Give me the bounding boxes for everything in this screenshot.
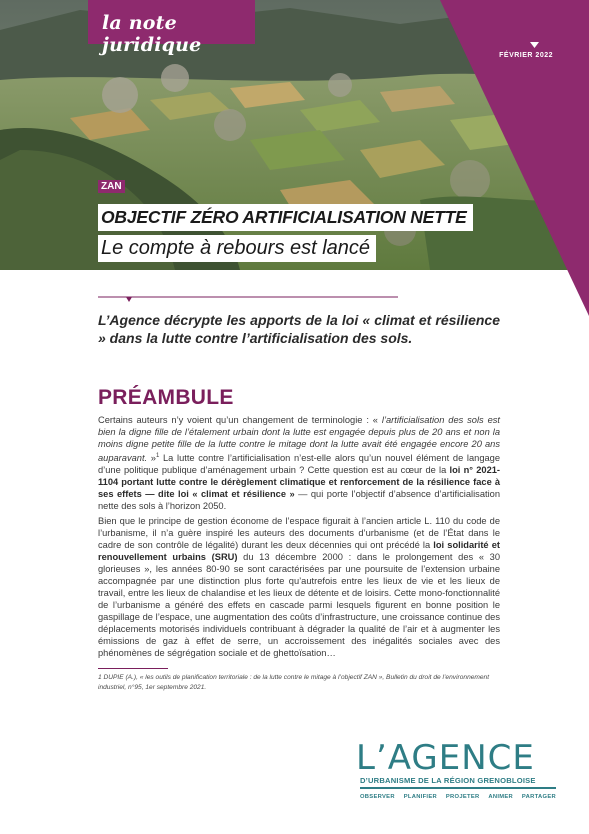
footnote-rule [98, 668, 168, 669]
p1-quote-end: » [147, 453, 156, 464]
purple-corner-band [0, 0, 589, 320]
logo-word: PROJETER [445, 794, 480, 800]
p1-quote: l’artificialisation des sols est bien la digne fille de l’étalement urbain dont la lutte est engagée depuis plus de 20 ans et non la moins digne petite fille de la lutte contre le mitage dont la lutte avait été engagée encore 20 ans auparavant. [98, 415, 500, 464]
publication-date: FÉVRIER 2022 [499, 52, 553, 59]
logo-subtitle: D’URBANISME DE LA RÉGION GRENOBLOISE [360, 776, 536, 785]
p2-end: du 13 décembre 2000 : dans le prolongement des « 30 glorieuses », les années 80-90 se sont caractérisées par une poursuite de l’extension urbaine accompagnée par une distinction plus forte qu’autrefois entre les lieux de vie et les lieux de travail, entre les lieux de chalandise et les lieux de détente et de loisirs. Cette mono-fonctionnalité de l’urbanisme a généré des effets en cascade parmi lesquels figurent en bonne position le gaspillage de l’espace, une augmentation des coûts d’infrastructure, une croissance continue des déplacements motorisés individuels contribuant à dégrader la qualité de l’air et à augmenter les émissions de gaz à effet de serre, un accroissement des inégalités sociales avec des phénomènes de ségrégation sociale et de ghettoïsation… [98, 552, 501, 658]
section-divider [98, 295, 398, 303]
section-heading: PRÉAMBULE [98, 386, 234, 409]
logo-bar [360, 787, 556, 789]
p2-start: Bien que le principe de gestion économe de l’espace figurait à l’ancien article L. 110 du code de l’urbanisme, il n’a guère inspiré les auteurs des documents d’urbanisme (et de l’État dans le cadre de son contrôle de légalité) durant les deux décennies qui ont précédé la [98, 516, 500, 550]
logo-word: OBSERVER [360, 794, 395, 800]
p1-intro: Certains auteurs n’y voient qu’un changement de terminologie : « [98, 415, 382, 425]
logo-name: L’AGENCE [356, 738, 535, 778]
footnote: 1 DUPIE (A.), « les outils de planification territoriale : de la lutte contre le mitage à l’objectif ZAN », Bulletin du droit de l’environnement industriel, n°95, 1er septembre 2021. [98, 674, 490, 691]
series-label: la note juridique [102, 12, 202, 56]
logo-word: PLANIFIER [403, 794, 437, 800]
article-title: OBJECTIF ZÉRO ARTIFICIALISATION NETTE [98, 204, 473, 231]
p2-law: loi solidarité et renouvellement urbains (SRU) [98, 540, 500, 562]
p1-mid: La lutte contre l’artificialisation n’est-elle alors qu’un nouvel élément de langage d’une politique publique d’aménagement urbain ? Cette question est au cœur de la [98, 453, 501, 476]
logo-tagline [360, 794, 556, 800]
agency-logo [356, 738, 556, 828]
paragraph-1 [98, 414, 500, 512]
article-lead: L’Agence décrypte les apports de la loi « climat et résilience » dans la lutte contre l’artificialisation des sols. [98, 312, 500, 346]
footnote-ref: 1 [155, 453, 160, 459]
paragraph-2 [98, 515, 500, 659]
p1-end: — qui porte l’objectif d’absence d’artificialisation nette des sols à l’horizon 2050. [98, 489, 500, 512]
article-subtitle: Le compte à rebours est lancé [98, 235, 376, 262]
logo-word: ANIMER [488, 794, 514, 800]
date-marker-icon [530, 42, 539, 48]
p1-law: loi n° 2021-1104 portant lutte contre le dérèglement climatique et renforcement de la résilience face à ses effets — dite loi « climat et résilience » [98, 465, 501, 500]
series-label-tag [88, 0, 255, 56]
logo-word: PARTAGER [521, 794, 556, 800]
topic-tag: ZAN [98, 180, 125, 193]
